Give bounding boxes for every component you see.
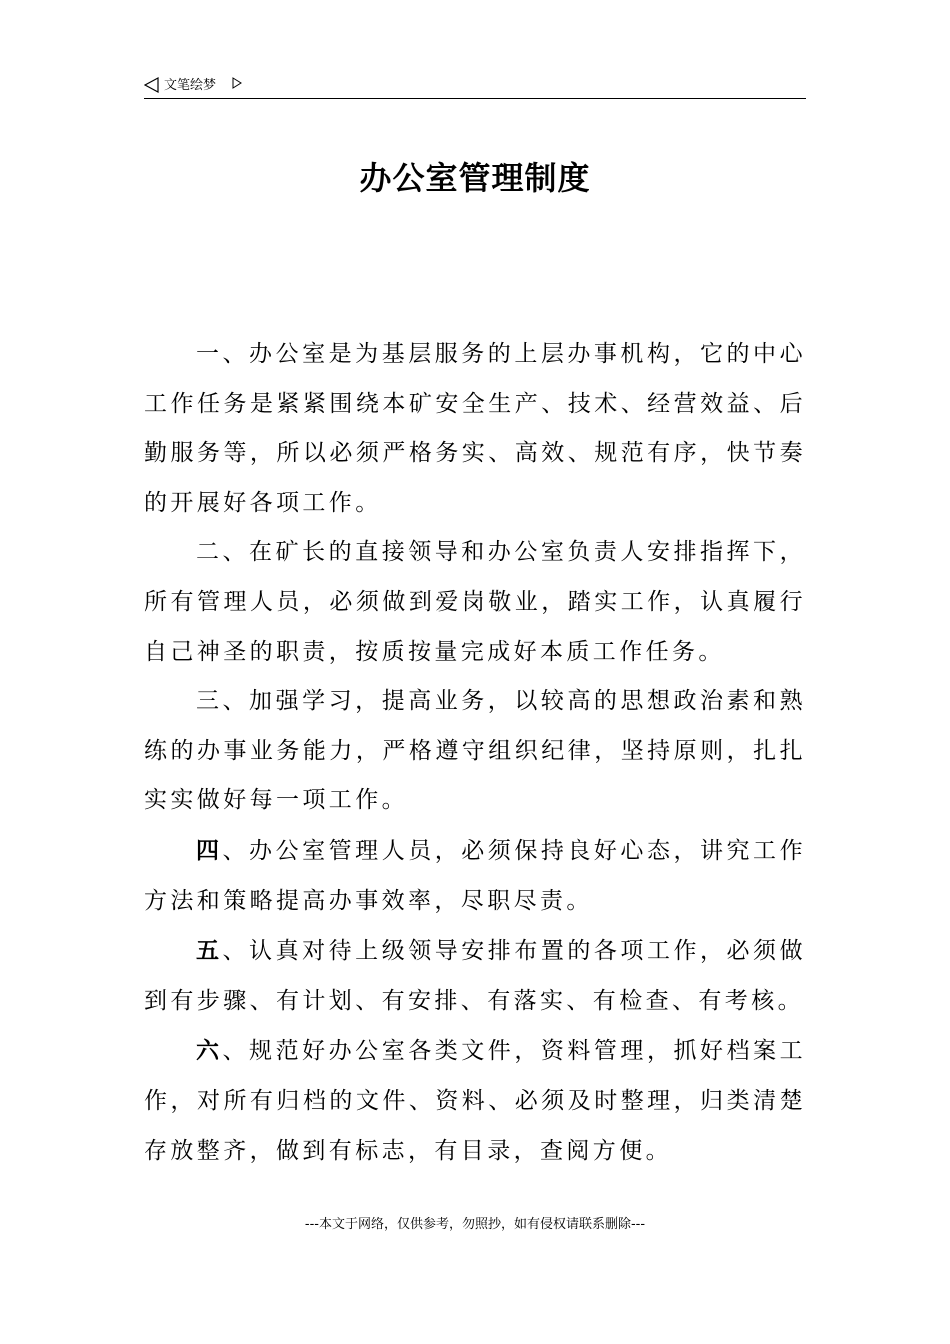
paragraph-number: 二 [196, 539, 223, 566]
paragraph-2 [144, 528, 806, 677]
paragraph-6 [144, 1026, 806, 1176]
page-footer: ---本文于网络，仅供参考，勿照抄，如有侵权请联系删除--- [304, 1217, 646, 1232]
document-body [144, 330, 806, 1176]
paragraph-text: 、规范好办公室各类文件，资料管理，抓好档案工作，对所有归档的文件、资料、必须及时整理，归类清楚存放整齐，做到有标志，有目录，查阅方便。 [144, 1038, 806, 1164]
paragraph-number: 五 [196, 937, 223, 965]
paragraph-3 [144, 677, 806, 826]
paragraph-5 [144, 926, 806, 1026]
paragraph-number: 一 [196, 341, 223, 367]
paragraph-1 [144, 330, 806, 528]
right-triangle-icon [232, 77, 242, 89]
paragraph-text: 、在矿长的直接领导和办公室负责人安排指挥下，所有管理人员，必须做到爱岗敬业，踏实工作，认真履行自己神圣的职责，按质按量完成好本质工作任务。 [144, 539, 806, 665]
paragraph-text: 、办公室是为基层服务的上层办事机构，它的中心工作任务是紧紧围绕本矿安全生产、技术、经营效益、后勤服务等，所以必须严格务实、高效、规范有序，快节奏的开展好各项工作。 [144, 341, 806, 516]
paragraph-text: 、认真对待上级领导安排布置的各项工作，必须做到有步骤、有计划、有安排、有落实、有检查、有考核。 [144, 938, 806, 1014]
page-header [144, 74, 806, 99]
paragraph-number: 三 [196, 688, 223, 715]
paragraph-number: 六 [196, 1037, 223, 1065]
paragraph-number: 四 [196, 836, 223, 864]
header-brand: 文笔绘梦 [164, 78, 217, 93]
left-triangle-icon [144, 77, 159, 93]
document-title: 办公室管理制度 [359, 159, 591, 197]
paragraph-4 [144, 826, 806, 926]
paragraph-text: 、办公室管理人员，必须保持良好心态，讲究工作方法和策略提高办事效率，尽职尽责。 [144, 837, 806, 914]
paragraph-text: 、加强学习，提高业务，以较高的思想政治素和熟练的办事业务能力，严格遵守组织纪律，坚持原则，扎扎实实做好每一项工作。 [144, 688, 806, 814]
